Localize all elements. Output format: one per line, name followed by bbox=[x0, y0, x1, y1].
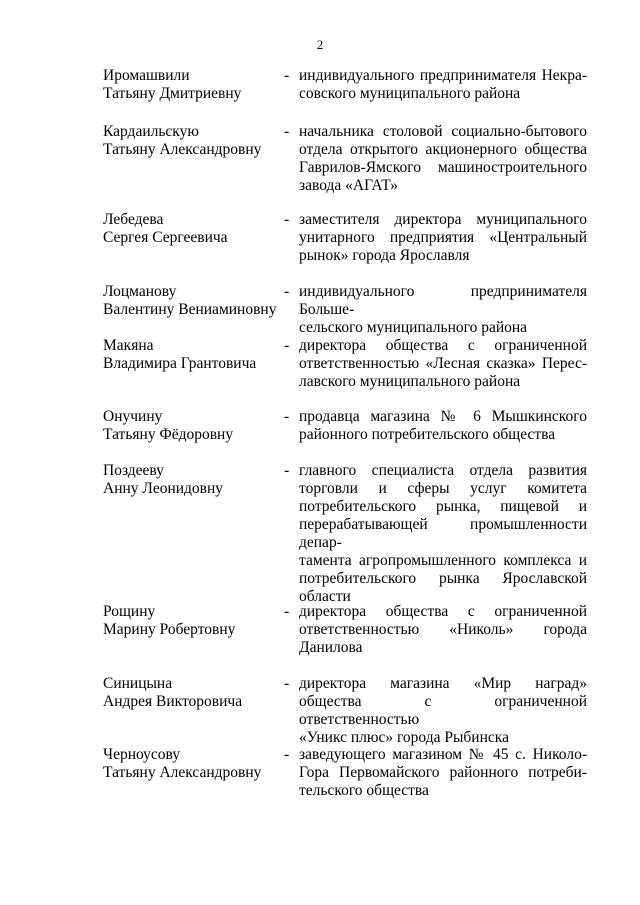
position-description bbox=[299, 283, 587, 337]
desc-line: общества с ограниченной ответственностью bbox=[299, 693, 587, 728]
person-name bbox=[103, 123, 273, 159]
desc-line: завода «АГАТ» bbox=[299, 177, 399, 194]
person-name bbox=[103, 67, 273, 103]
person-name bbox=[103, 337, 273, 373]
dash: - bbox=[284, 123, 290, 140]
desc-line: тельского общества bbox=[299, 782, 429, 799]
surname: Лоцманову bbox=[103, 283, 177, 300]
dash: - bbox=[284, 746, 290, 763]
desc-line: Гаврилов-Ямского машиностроительного bbox=[299, 159, 587, 176]
given-names: Андрея Викторовича bbox=[103, 693, 243, 710]
desc-line: директора магазина «Мир наград» bbox=[299, 675, 587, 692]
desc-line: перерабатывающей промышленности депар- bbox=[299, 516, 587, 551]
given-names: Татьяну Александровну bbox=[103, 764, 262, 781]
given-names: Сергея Сергеевича bbox=[103, 229, 228, 246]
surname: Иромашвили bbox=[103, 67, 190, 84]
position-description bbox=[299, 462, 587, 606]
position-description bbox=[299, 123, 587, 195]
desc-line: главного специалиста отдела развития bbox=[299, 462, 587, 479]
desc-line: совского муниципального района bbox=[299, 85, 521, 102]
given-names: Марину Робертовну bbox=[103, 621, 236, 638]
position-description bbox=[299, 337, 587, 391]
dash: - bbox=[284, 211, 290, 228]
position-description bbox=[299, 67, 587, 103]
person-name bbox=[103, 408, 273, 444]
desc-line: Данилова bbox=[299, 639, 363, 656]
dash: - bbox=[284, 67, 290, 84]
desc-line: «Уникс плюс» города Рыбинска bbox=[299, 729, 509, 746]
desc-line: торговли и сферы услуг комитета bbox=[299, 480, 587, 497]
desc-line: директора общества с ограниченной bbox=[299, 337, 587, 354]
desc-line: ответственностью «Лесная сказка» Перес- bbox=[299, 355, 587, 372]
surname: Рощину bbox=[103, 603, 156, 620]
desc-line: индивидуального предпринимателя Больше- bbox=[299, 283, 587, 318]
position-description bbox=[299, 211, 587, 265]
given-names: Татьяну Дмитриевну bbox=[103, 85, 242, 102]
desc-line: директора общества с ограниченной bbox=[299, 603, 587, 620]
surname: Макяна bbox=[103, 337, 154, 354]
desc-line: заведующего магазином № 45 с. Николо- bbox=[299, 746, 587, 763]
person-name bbox=[103, 675, 273, 711]
given-names: Владимира Грантовича bbox=[103, 355, 257, 372]
desc-line: начальника столовой социально-бытового bbox=[299, 123, 587, 140]
desc-line: рынок» города Ярославля bbox=[299, 247, 470, 264]
page-number: 2 bbox=[316, 37, 324, 52]
person-name bbox=[103, 211, 273, 247]
person-name bbox=[103, 462, 273, 498]
surname: Лебедева bbox=[103, 211, 164, 228]
dash: - bbox=[284, 337, 290, 354]
surname: Онучину bbox=[103, 408, 163, 425]
surname: Поздееву bbox=[103, 462, 164, 479]
person-name bbox=[103, 746, 273, 782]
dash: - bbox=[284, 462, 290, 479]
desc-line: лавского муниципального района bbox=[299, 373, 521, 390]
dash: - bbox=[284, 603, 290, 620]
desc-line: заместителя директора муниципального bbox=[299, 211, 587, 228]
surname: Кардаильскую bbox=[103, 123, 199, 140]
position-description bbox=[299, 603, 587, 657]
dash: - bbox=[284, 283, 290, 300]
desc-line: ответственностью «Николь» города bbox=[299, 621, 587, 638]
given-names: Татьяну Александровну bbox=[103, 141, 262, 158]
desc-line: отдела открытого акционерного общества bbox=[299, 141, 587, 158]
position-description bbox=[299, 675, 587, 747]
desc-line: потребительского рынка, пищевой и bbox=[299, 498, 587, 515]
person-name bbox=[103, 603, 273, 639]
surname: Черноусову bbox=[103, 746, 181, 763]
position-description bbox=[299, 746, 587, 800]
person-name bbox=[103, 283, 277, 319]
desc-line: унитарного предприятия «Центральный bbox=[299, 229, 587, 246]
given-names: Валентину Вениаминовну bbox=[103, 301, 277, 318]
desc-line: тамента агропромышленного комплекса и bbox=[299, 552, 587, 569]
dash: - bbox=[284, 675, 290, 692]
surname: Синицына bbox=[103, 675, 173, 692]
desc-line: области bbox=[299, 588, 351, 605]
desc-line: продавца магазина № 6 Мышкинского bbox=[299, 408, 587, 425]
dash: - bbox=[284, 408, 290, 425]
desc-line: индивидуального предпринимателя Некра- bbox=[299, 67, 587, 84]
desc-line: Гора Первомайского районного потреби- bbox=[299, 764, 587, 781]
desc-line: потребительского рынка Ярославской bbox=[299, 570, 587, 587]
position-description bbox=[299, 408, 587, 444]
given-names: Татьяну Фёдоровну bbox=[103, 426, 234, 443]
given-names: Анну Леонидовну bbox=[103, 480, 224, 497]
desc-line: районного потребительского общества bbox=[299, 426, 556, 443]
desc-line: сельского муниципального района bbox=[299, 319, 528, 336]
